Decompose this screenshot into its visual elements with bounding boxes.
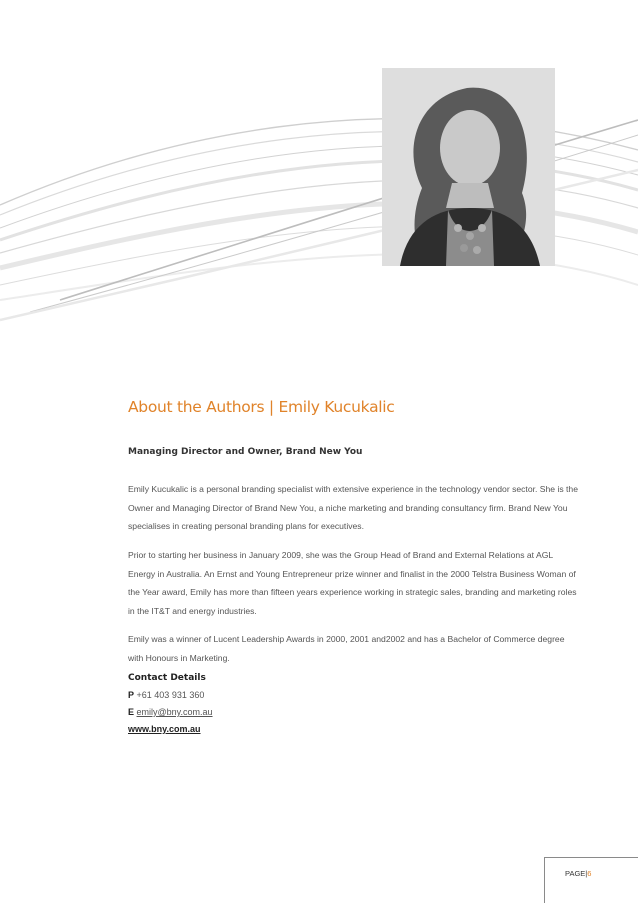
contact-title: Contact Details [128, 673, 206, 683]
title-prefix: About the Authors [128, 398, 265, 416]
bio-paragraph-2: Prior to starting her business in January 2009, she was the Group Head of Brand and External Relations at AGL Energy in Australia. An Ernst and Young Entrepreneur prize winner and finalist in the 2000 Telstra Business Woman of the Year award, Emily has more than fifteen years experience working in strategic sales, branding and marketing roles in the IT&T and energy industries. [128, 550, 577, 616]
author-portrait [382, 68, 555, 266]
title-separator: | [268, 398, 274, 416]
title-name: Emily Kucukalic [278, 398, 395, 416]
phone-number: +61 403 931 360 [136, 690, 205, 700]
contact-phone [128, 690, 204, 700]
portrait-photo-icon [382, 68, 555, 266]
page-title [128, 398, 395, 416]
page-label: PAGE [565, 869, 586, 878]
bio-paragraph-3: Emily was a winner of Lucent Leadership Awards in 2000, 2001 and2002 and has a Bachelor of Commerce degree with Honours in Marketing. [128, 634, 565, 663]
bio-paragraph-1: Emily Kucukalic is a personal branding specialist with extensive experience in the technology vendor sector. She is the Owner and Managing Director of Brand New You, a niche marketing and branding consultancy firm. Brand New You specialises in creating personal branding plans for executives. [128, 484, 578, 531]
email-label: E [128, 707, 135, 717]
email-link[interactable]: emily@bny.com.au [136, 707, 213, 717]
page-number [565, 869, 591, 878]
page-number-box [544, 857, 638, 903]
contact-email [128, 707, 213, 717]
page-separator: | [585, 869, 588, 878]
contact-website [128, 724, 201, 734]
phone-label: P [128, 690, 135, 700]
author-role: Managing Director and Owner, Brand New You [128, 447, 363, 457]
page-number-value: 6 [587, 869, 592, 878]
website-link[interactable]: www.bny.com.au [128, 724, 201, 734]
